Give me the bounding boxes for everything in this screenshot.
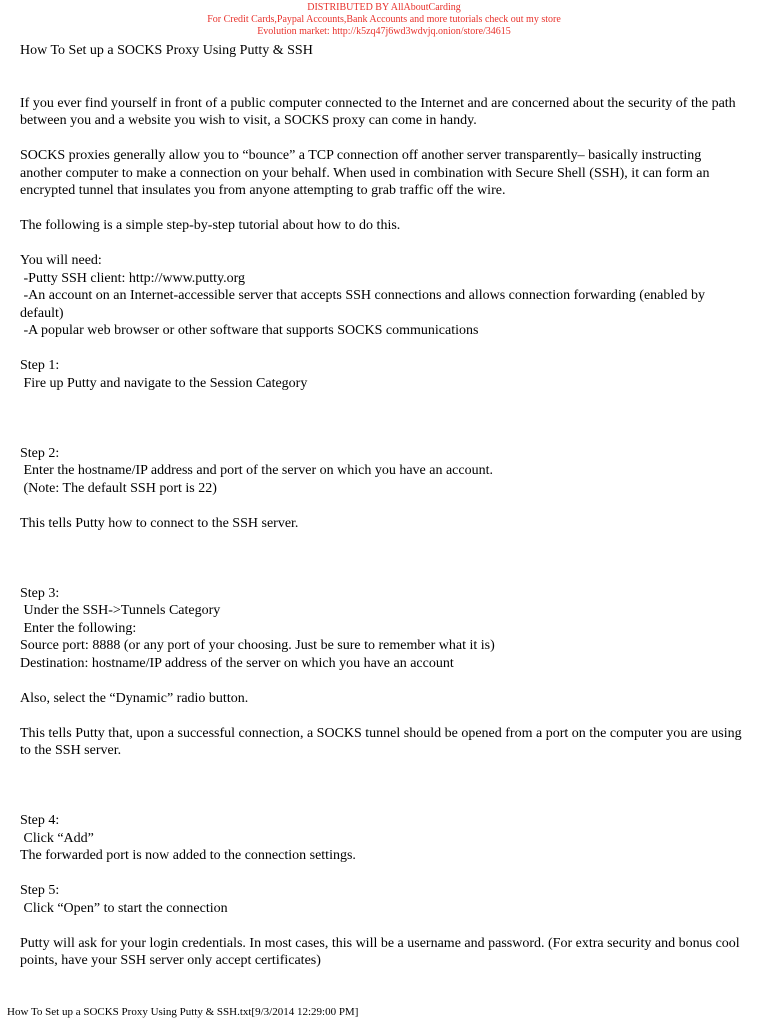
- login-paragraph: Putty will ask for your login credentials. In most cases, this will be a username and password. (For extra security and bonus cool points, have your SSH server only accept certificates): [20, 935, 744, 968]
- step-4-heading: Step 4:: [20, 813, 60, 828]
- watermark-line-market: Evolution market: http://k5zq47j6wd3wdvjq.onion/store/34615: [257, 26, 511, 37]
- step-1-heading: Step 1:: [20, 358, 60, 373]
- step-5-click-open: Click “Open” to start the connection: [20, 900, 228, 916]
- step-4-result: The forwarded port is now added to the connection settings.: [20, 848, 356, 863]
- step-1-text: Fire up Putty and navigate to the Session Category: [20, 375, 308, 391]
- document-title: How To Set up a SOCKS Proxy Using Putty & SSH: [20, 43, 313, 58]
- following-paragraph: The following is a simple step-by-step tutorial about how to do this.: [20, 218, 401, 233]
- requirement-item: -An account on an Internet-accessible server that accepts SSH connections and allows connection forwarding (enabled by default): [20, 288, 709, 321]
- requirements-heading: You will need:: [20, 253, 102, 268]
- distribution-watermark: [0, 2, 768, 38]
- step-4-click-add: Click “Add”: [20, 830, 94, 846]
- step-5-heading: Step 5:: [20, 883, 60, 898]
- intro-paragraph: If you ever find yourself in front of a public computer connected to the Internet and are concerned about the security of the path between you and a website you wish to visit, a SOCKS proxy can come in handy.: [20, 95, 740, 128]
- step-2-explanation: This tells Putty how to connect to the SSH server.: [20, 515, 299, 531]
- step-3-destination: Destination: hostname/IP address of the server on which you have an account: [20, 655, 454, 671]
- step-3-dynamic: Also, select the “Dynamic” radio button.: [20, 690, 249, 706]
- step-2-text: Enter the hostname/IP address and port of the server on which you have an account.: [20, 463, 493, 478]
- step-3-source-port: Source port: 8888 (or any port of your choosing. Just be sure to remember what it is): [20, 638, 495, 653]
- step-3-enter: Enter the following:: [20, 620, 137, 636]
- requirement-item: -A popular web browser or other software that supports SOCKS communications: [20, 323, 479, 338]
- watermark-line-distributed: DISTRIBUTED BY AllAboutCarding: [307, 2, 461, 13]
- document-body: [20, 42, 746, 970]
- watermark-line-store: For Credit Cards,Paypal Accounts,Bank Accounts and more tutorials check out my store: [207, 14, 561, 25]
- page-footer: How To Set up a SOCKS Proxy Using Putty & SSH.txt[9/3/2014 12:29:00 PM]: [7, 1006, 359, 1018]
- requirement-item: -Putty SSH client: http://www.putty.org: [20, 270, 246, 286]
- step-2-heading: Step 2:: [20, 445, 60, 461]
- socks-paragraph: SOCKS proxies generally allow you to “bounce” a TCP connection off another server transparently– basically instructing another computer to make a connection on your behalf. When used in combination with Secure Shell (SSH), it can form an encrypted tunnel that insulates you from anyone attempting to grab traffic off the wire.: [20, 148, 713, 198]
- step-2-note: (Note: The default SSH port is 22): [20, 480, 217, 496]
- step-3-category: Under the SSH->Tunnels Category: [20, 603, 221, 618]
- step-3-heading: Step 3:: [20, 585, 60, 601]
- step-3-explanation: This tells Putty that, upon a successful connection, a SOCKS tunnel should be opened from a port on the computer you are using to the SSH server.: [20, 725, 746, 758]
